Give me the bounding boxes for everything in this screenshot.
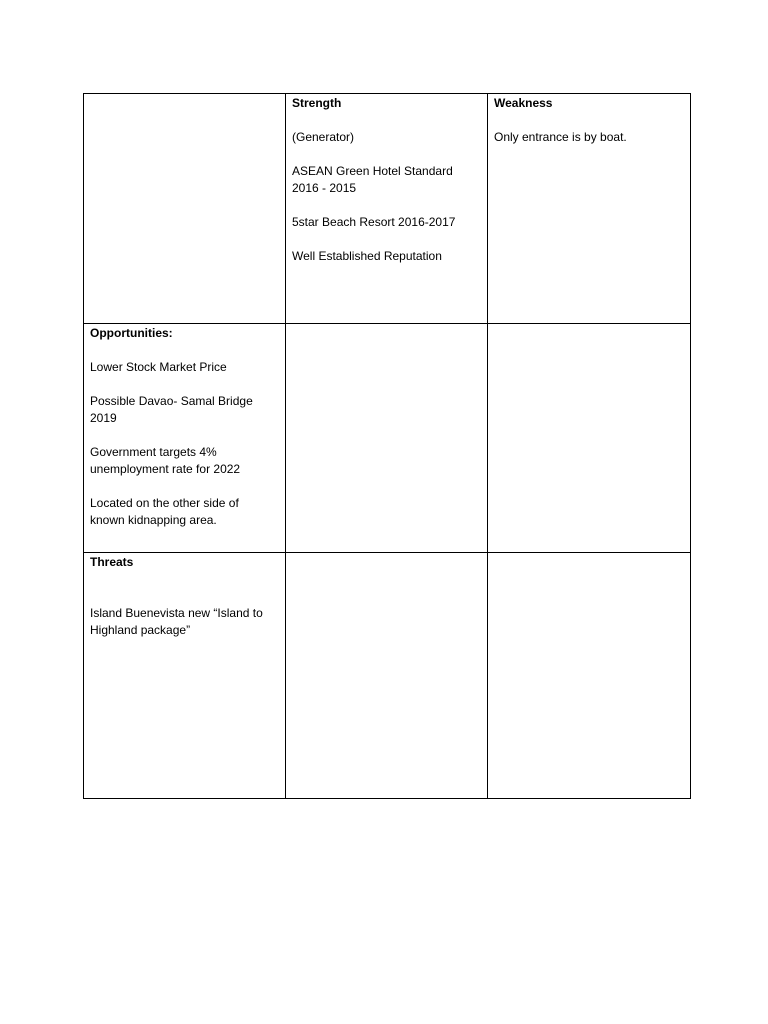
opportunity-item: Possible Davao- Samal Bridge xyxy=(90,394,253,408)
strength-cell xyxy=(286,94,488,324)
strength-heading: Strength xyxy=(292,96,342,110)
opportunities-heading: Opportunities: xyxy=(90,326,173,340)
empty-corner-cell xyxy=(84,94,286,324)
threat-item: Highland package” xyxy=(90,623,191,637)
strength-item: ASEAN Green Hotel Standard xyxy=(292,164,453,178)
weakness-cell xyxy=(488,94,691,324)
opportunities-cell xyxy=(84,324,286,553)
strength-item: (Generator) xyxy=(292,130,355,144)
weakness-item: Only entrance is by boat. xyxy=(494,130,627,144)
strength-item: 2016 - 2015 xyxy=(292,181,357,195)
strength-item: 5star Beach Resort 2016-2017 xyxy=(292,215,456,229)
opportunity-item: Lower Stock Market Price xyxy=(90,360,227,374)
opportunity-item: Government targets 4% xyxy=(90,445,217,459)
opportunity-item: known kidnapping area. xyxy=(90,513,217,527)
threats-heading: Threats xyxy=(90,555,134,569)
opportunity-item: Located on the other side of xyxy=(90,496,239,510)
threats-cell xyxy=(84,553,286,799)
strength-item: Well Established Reputation xyxy=(292,249,442,263)
empty-cell xyxy=(488,553,691,799)
empty-cell xyxy=(286,553,488,799)
empty-cell xyxy=(488,324,691,553)
table-row xyxy=(84,94,691,324)
swot-table xyxy=(83,93,691,799)
opportunity-item: 2019 xyxy=(90,411,117,425)
weakness-heading: Weakness xyxy=(494,96,553,110)
empty-cell xyxy=(286,324,488,553)
table-row xyxy=(84,553,691,799)
threat-item: Island Buenevista new “Island to xyxy=(90,606,263,620)
table-row xyxy=(84,324,691,553)
opportunity-item: unemployment rate for 2022 xyxy=(90,462,241,476)
